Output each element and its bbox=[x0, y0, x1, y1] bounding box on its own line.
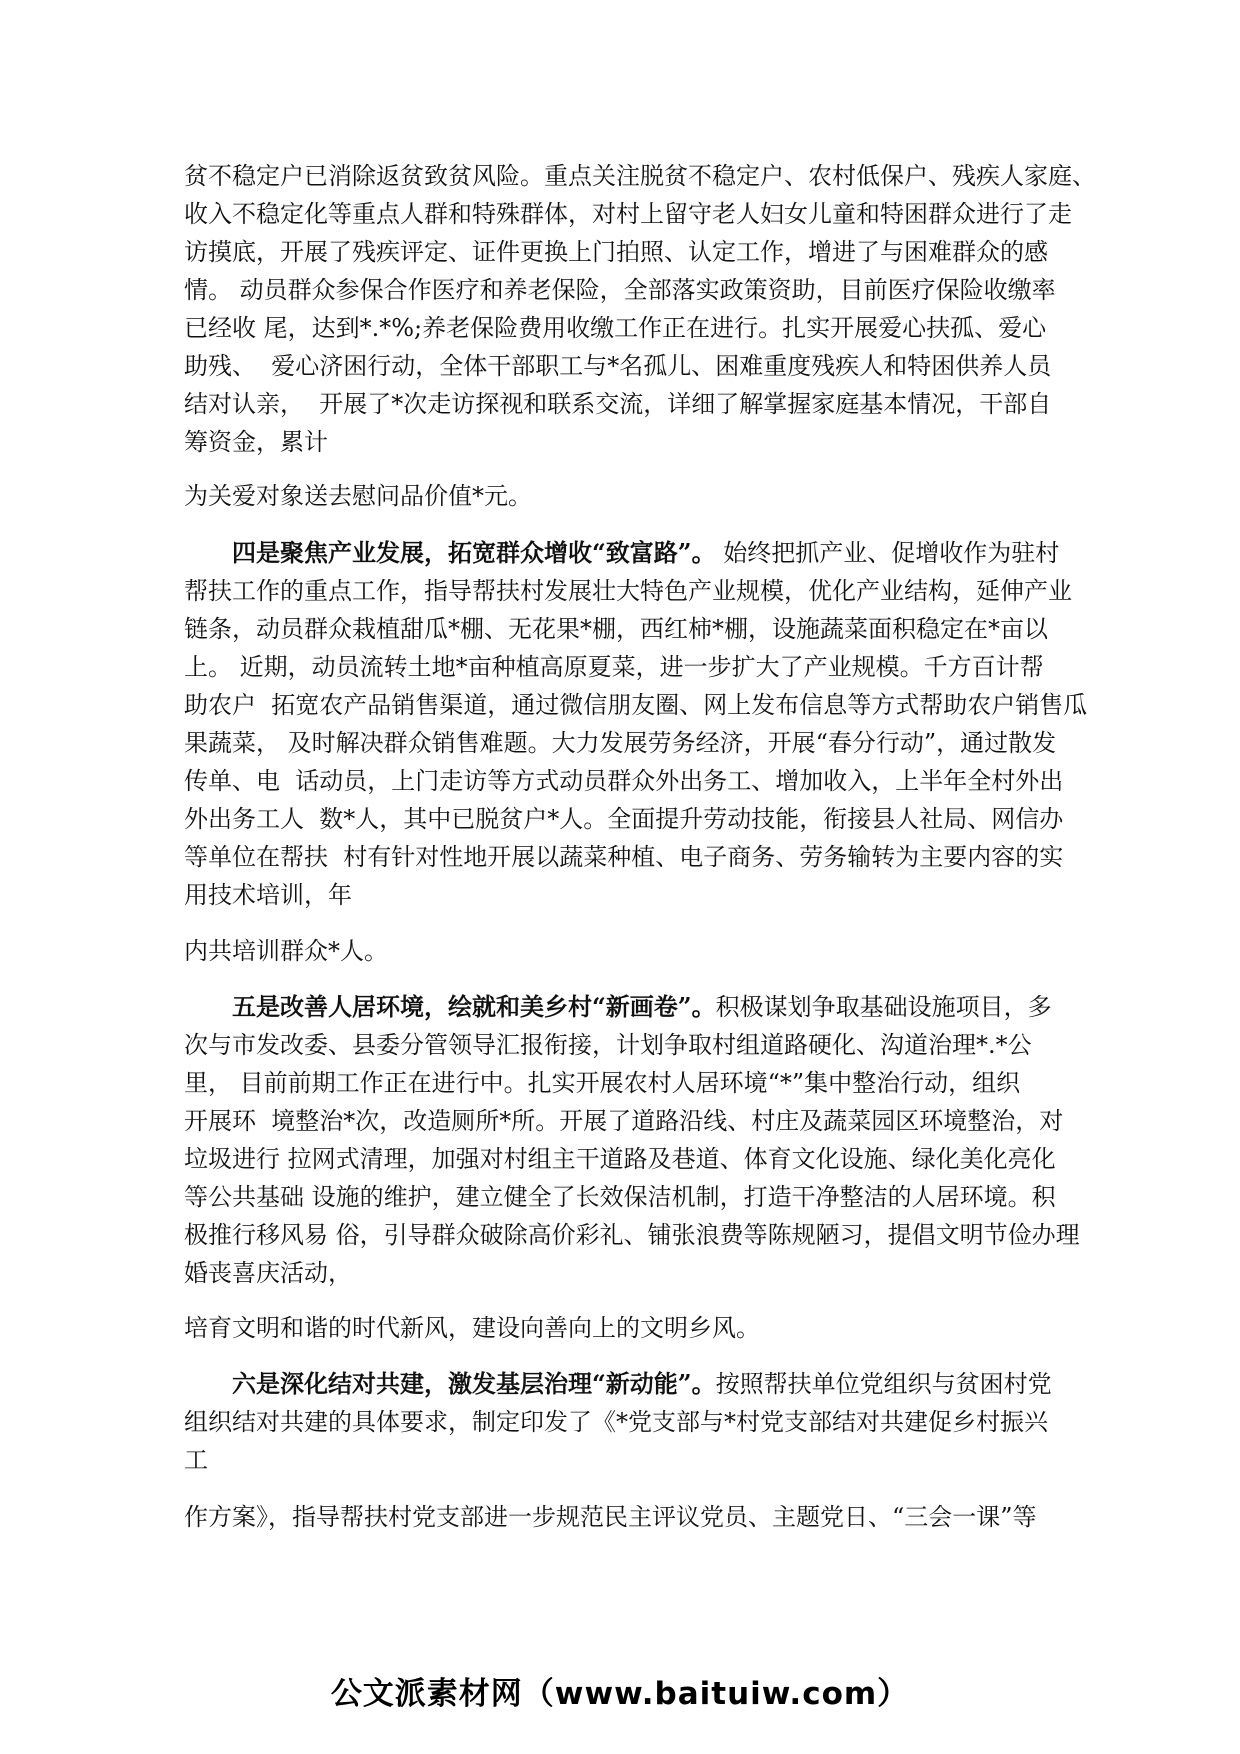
text-line: 次与市发改委、县委分管领导汇报衔接，计划争取村组道路硬化、沟道治理*.*公 bbox=[184, 1031, 1032, 1059]
text-line: 等单位在帮扶 村有针对性地开展以蔬菜种植、电子商务、劳务输转为主要内容的实 bbox=[184, 843, 1064, 871]
text-line: 组织结对共建的具体要求，制定印发了《*党支部与*村党支部结对共建促乡村振兴 bbox=[184, 1408, 1048, 1436]
text-line: 果蔬菜， 及时解决群众销售难题。大力发展劳务经济，开展“春分行动”，通过散发 bbox=[184, 729, 1057, 757]
text-line: 外出务工人 数*人，其中已脱贫户*人。全面提升劳动技能，衔接县人社局、网信办 bbox=[184, 805, 1064, 833]
text-line: 用技术培训，年 bbox=[184, 881, 352, 909]
text-line: 结对认亲， 开展了*次走访探视和联系交流，详细了解掌握家庭基本情况，干部自 bbox=[184, 390, 1052, 418]
text-line: 上。 近期，动员流转土地*亩种植高原夏菜，进一步扩大了产业规模。千方百计帮 bbox=[184, 653, 1044, 681]
paragraph-training-total bbox=[184, 932, 1084, 970]
paragraph-civilization bbox=[184, 1309, 1084, 1347]
section-heading: 五是改善人居环境，绘就和美乡村“新画卷”。 bbox=[232, 992, 716, 1021]
text-line: 链条，动员群众栽植甜瓜*棚、无花果*棚，西红柿*棚，设施蔬菜面积稳定在*亩以 bbox=[184, 615, 1048, 643]
text-line: 极推行移风易 俗，引导群众破除高价彩礼、铺张浪费等陈规陋习，提倡文明节俭办理 bbox=[184, 1221, 1080, 1249]
paragraph-party-building bbox=[184, 1365, 1084, 1479]
section-heading: 四是聚焦产业发展，拓宽群众增收“致富路”。 bbox=[232, 538, 716, 567]
text-fragment: 积极谋划争取基础设施项目，多 bbox=[715, 993, 1052, 1021]
paragraph-care-gifts bbox=[184, 477, 1084, 515]
section-first-line bbox=[184, 1365, 1084, 1403]
footer-watermark: 公文派素材网（www.baituiw.com） bbox=[330, 1676, 910, 1712]
text-line: 婚丧喜庆活动， bbox=[184, 1259, 352, 1287]
text-line: 贫不稳定户已消除返贫致贫风险。重点关注脱贫不稳定户、农村低保户、残疾人家庭、 bbox=[184, 162, 1096, 190]
text-line: 传单、电 话动员，上门走访等方式动员群众外出务工、增加收入，上半年全村外出 bbox=[184, 767, 1064, 795]
text-line: 作方案》，指导帮扶村党支部进一步规范民主评议党员、主题党日、“三会一课”等 bbox=[184, 1503, 1037, 1531]
text-line: 培育文明和谐的时代新风，建设向善向上的文明乡风。 bbox=[184, 1314, 760, 1342]
text-line: 工 bbox=[184, 1446, 208, 1474]
text-line: 访摸底，开展了残疾评定、证件更换上门拍照、认定工作，增进了与困难群众的感 bbox=[184, 238, 1048, 266]
text-line: 筹资金，累计 bbox=[184, 428, 328, 456]
section-first-line bbox=[184, 988, 1084, 1026]
section-first-line bbox=[184, 534, 1084, 572]
text-line: 收入不稳定化等重点人群和特殊群体，对村上留守老人妇女儿童和特困群众进行了走 bbox=[184, 200, 1072, 228]
text-line: 情。 动员群众参保合作医疗和养老保险，全部落实政策资助，目前医疗保险收缴率 bbox=[184, 276, 1056, 304]
paragraph-poverty-relief bbox=[184, 157, 1096, 461]
text-line: 助农户 拓宽农产品销售渠道，通过微信朋友圈、网上发布信息等方式帮助农户销售瓜 bbox=[184, 691, 1088, 719]
text-line: 帮扶工作的重点工作，指导帮扶村发展壮大特色产业规模，优化产业结构，延伸产业 bbox=[184, 577, 1072, 605]
paragraph-living-environment bbox=[184, 988, 1084, 1292]
text-line: 助残、 爱心济困行动，全体干部职工与*名孤儿、困难重度残疾人和特困供养人员 bbox=[184, 352, 1052, 380]
text-line: 开展环 境整治*次，改造厕所*所。开展了道路沿线、村庄及蔬菜园区环境整治，对 bbox=[184, 1107, 1064, 1135]
text-line: 已经收 尾，达到*.*%;养老保险费用收缴工作正在进行。扎实开展爱心扶孤、爱心 bbox=[184, 314, 1047, 342]
text-fragment: 始终把抓产业、促增收作为驻村 bbox=[715, 539, 1060, 567]
paragraph-industry-development bbox=[184, 534, 1088, 914]
text-line: 等公共基础 设施的维护，建立健全了长效保洁机制，打造干净整洁的人居环境。积 bbox=[184, 1183, 1056, 1211]
section-heading: 六是深化结对共建，激发基层治理“新动能”。 bbox=[232, 1369, 716, 1398]
text-fragment: 按照帮扶单位党组织与贫困村党 bbox=[715, 1370, 1052, 1398]
text-line: 里， 目前前期工作正在进行中。扎实开展农村人居环境“*”集中整治行动，组织 bbox=[184, 1069, 1021, 1097]
paragraph-work-plan bbox=[184, 1498, 1084, 1536]
text-line: 为关爱对象送去慰问品价值*元。 bbox=[184, 482, 532, 510]
text-line: 内共培训群众*人。 bbox=[184, 937, 388, 965]
text-line: 垃圾进行 拉网式清理，加强对村组主干道路及巷道、体育文化设施、绿化美化亮化 bbox=[184, 1145, 1056, 1173]
